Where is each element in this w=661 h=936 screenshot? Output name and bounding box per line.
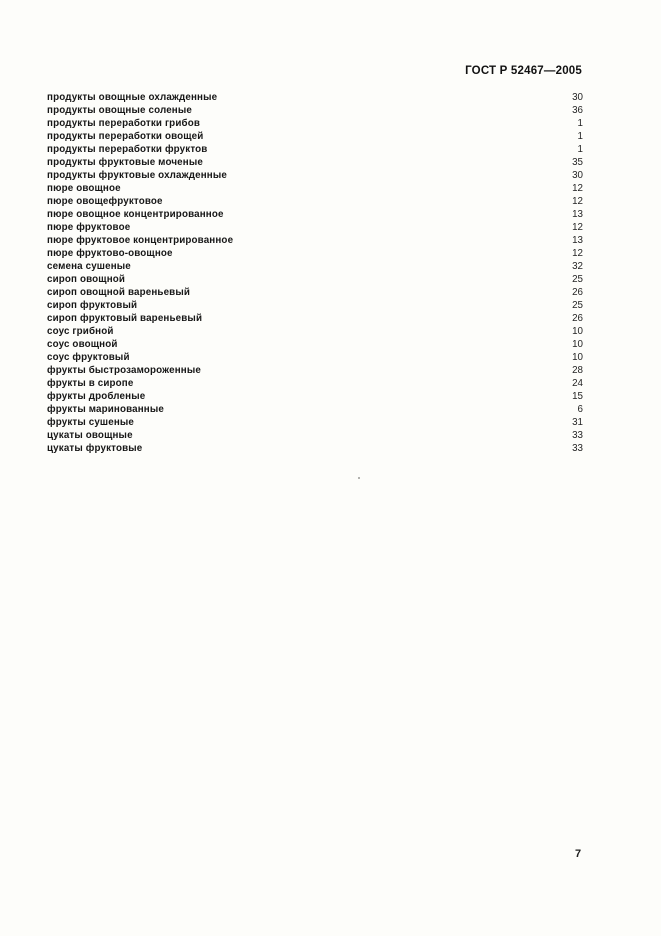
- index-page-number: 32: [572, 261, 583, 272]
- index-entry: [47, 273, 583, 286]
- index-term: сироп овощной: [47, 274, 126, 285]
- index-page-number: 15: [572, 391, 583, 402]
- index-page-number: 10: [572, 326, 583, 337]
- index-term: продукты переработки фруктов: [47, 144, 208, 155]
- index-entry: [47, 403, 583, 416]
- index-entry: [47, 312, 583, 325]
- index-term: соус грибной: [47, 326, 114, 337]
- index-entry: [47, 286, 583, 299]
- index-entry: [47, 390, 583, 403]
- index-page-number: 24: [572, 378, 583, 389]
- index-term: продукты фруктовые моченые: [47, 157, 203, 168]
- index-page-number: 33: [572, 443, 583, 454]
- index-term: пюре фруктовое концентрированное: [47, 235, 234, 246]
- index-page-number: 13: [572, 235, 583, 246]
- index-page-number: 1: [577, 131, 583, 142]
- index-term: соус овощной: [47, 339, 118, 350]
- index-term: фрукты дробленые: [47, 391, 146, 402]
- index-entry: [47, 195, 583, 208]
- index-term: цукаты фруктовые: [47, 443, 143, 454]
- index-entry: [47, 208, 583, 221]
- index-term: соус фруктовый: [47, 352, 130, 363]
- index-entry: [47, 234, 583, 247]
- index-entry: [47, 429, 583, 442]
- index-entry: [47, 325, 583, 338]
- index-page-number: 33: [572, 430, 583, 441]
- index-term: сироп овощной вареньевый: [47, 287, 191, 298]
- index-entry: [47, 91, 583, 104]
- index-term: фрукты в сиропе: [47, 378, 134, 389]
- index-term: цукаты овощные: [47, 430, 133, 441]
- index-term: пюре фруктово-овощное: [47, 248, 173, 259]
- index-page-number: 10: [572, 339, 583, 350]
- index-page-number: 12: [572, 183, 583, 194]
- index-entry: [47, 351, 583, 364]
- index-list: [47, 91, 583, 455]
- index-entry: [47, 442, 583, 455]
- index-term: продукты переработки овощей: [47, 131, 204, 142]
- page-number: 7: [575, 848, 582, 860]
- index-entry: [47, 130, 583, 143]
- index-term: пюре овощное концентрированное: [47, 209, 224, 220]
- index-page-number: 30: [572, 170, 583, 181]
- index-entry: [47, 416, 583, 429]
- index-page-number: 10: [572, 352, 583, 363]
- index-page-number: 30: [572, 92, 583, 103]
- index-page-number: 26: [572, 313, 583, 324]
- index-term: пюре фруктовое: [47, 222, 131, 233]
- index-page-number: 31: [572, 417, 583, 428]
- index-term: фрукты быстрозамороженные: [47, 365, 201, 376]
- index-page-number: 1: [577, 144, 583, 155]
- index-page-number: 26: [572, 287, 583, 298]
- index-page-number: 35: [572, 157, 583, 168]
- index-entry: [47, 247, 583, 260]
- index-term: пюре овощное: [47, 183, 121, 194]
- index-term: сироп фруктовый вареньевый: [47, 313, 203, 324]
- index-page-number: 25: [572, 300, 583, 311]
- index-entry: [47, 364, 583, 377]
- index-entry: [47, 221, 583, 234]
- index-entry: [47, 117, 583, 130]
- index-term: сироп фруктовый: [47, 300, 138, 311]
- index-page-number: 1: [577, 118, 583, 129]
- index-page-number: 36: [572, 105, 583, 116]
- index-term: пюре овощефруктовое: [47, 196, 163, 207]
- index-entry: [47, 182, 583, 195]
- index-page-number: 25: [572, 274, 583, 285]
- index-term: фрукты маринованные: [47, 404, 164, 415]
- index-entry: [47, 143, 583, 156]
- index-term: продукты переработки грибов: [47, 118, 200, 129]
- index-term: фрукты сушеные: [47, 417, 135, 428]
- index-page-number: 28: [572, 365, 583, 376]
- index-term: семена сушеные: [47, 261, 131, 272]
- index-page-number: 6: [577, 404, 583, 415]
- index-entry: [47, 156, 583, 169]
- index-entry: [47, 104, 583, 117]
- index-page-number: 12: [572, 196, 583, 207]
- index-term: продукты фруктовые охлажденные: [47, 170, 227, 181]
- scan-speck: [358, 477, 360, 479]
- index-entry: [47, 299, 583, 312]
- index-page-number: 12: [572, 248, 583, 259]
- index-page-number: 12: [572, 222, 583, 233]
- index-page-number: 13: [572, 209, 583, 220]
- index-term: продукты овощные охлажденные: [47, 92, 218, 103]
- document-header-designation: ГОСТ Р 52467—2005: [465, 65, 582, 77]
- index-entry: [47, 260, 583, 273]
- index-term: продукты овощные соленые: [47, 105, 192, 116]
- index-entry: [47, 377, 583, 390]
- index-entry: [47, 338, 583, 351]
- index-entry: [47, 169, 583, 182]
